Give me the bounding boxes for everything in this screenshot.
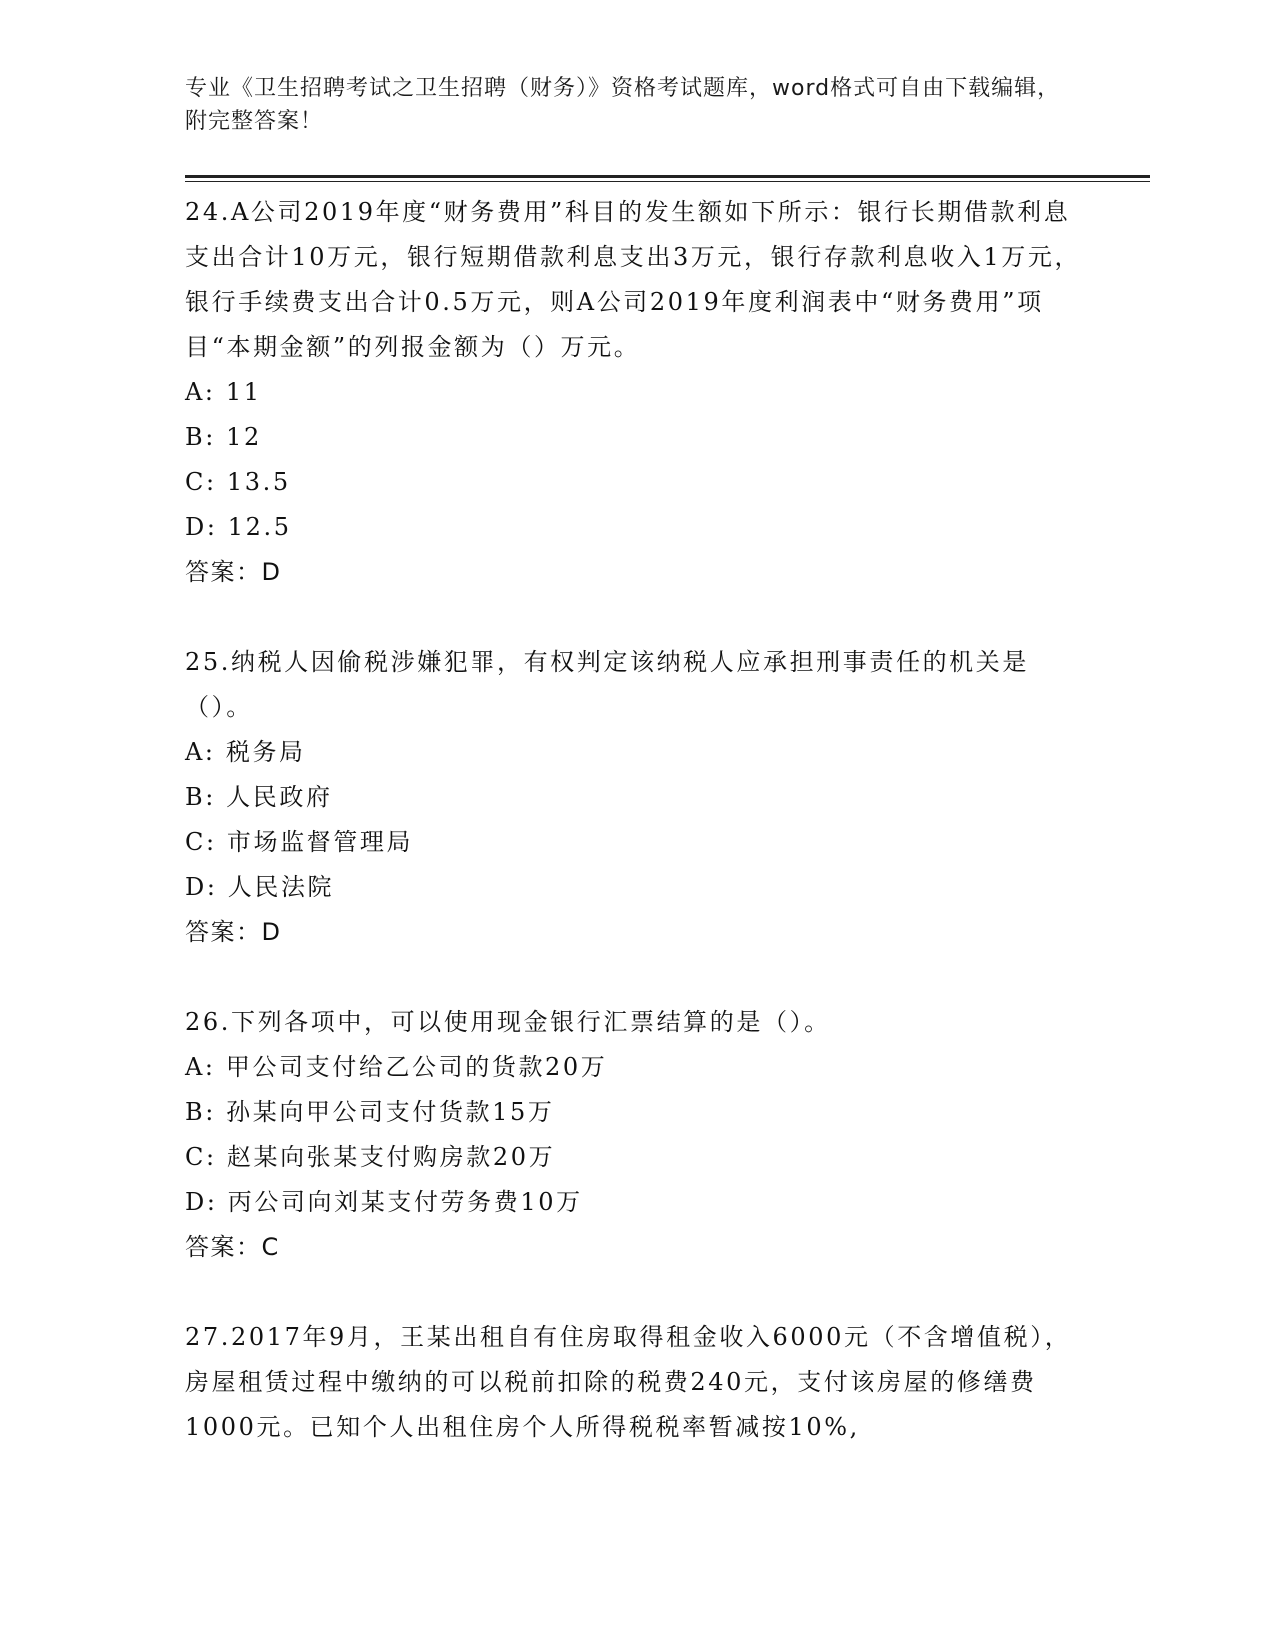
option-c: C: 13.5 bbox=[185, 468, 291, 496]
question-spacer bbox=[185, 595, 1085, 640]
option-c: C: 市场监督管理局 bbox=[185, 828, 414, 856]
document-header: 专业《卫生招聘考试之卫生招聘（财务）》资格考试题库，word格式可自由下载编辑，附完整答案！ bbox=[185, 76, 1061, 134]
question-25 bbox=[185, 640, 1085, 955]
question-27 bbox=[185, 1315, 1085, 1450]
question-stem: 26.下列各项中，可以使用现金银行汇票结算的是（）。 bbox=[185, 1008, 831, 1036]
answer-line: 答案：D bbox=[185, 918, 282, 946]
option-a: A: 税务局 bbox=[185, 738, 306, 766]
question-stem: 24.A公司2019年度“财务费用”科目的发生额如下所示：银行长期借款利息支出合计10万元，银行短期借款利息支出3万元，银行存款利息收入1万元，银行手续费支出合计0.5万元，则A公司2019年度利润表中“财务费用”项目“本期金额”的列报金额为（）万元。 bbox=[185, 198, 1082, 361]
header-divider-thin bbox=[185, 181, 1150, 182]
option-a: A: 11 bbox=[185, 378, 262, 406]
option-a: A: 甲公司支付给乙公司的货款20万 bbox=[185, 1053, 608, 1081]
question-stem: 25.纳税人因偷税涉嫌犯罪，有权判定该纳税人应承担刑事责任的机关是（）。 bbox=[185, 648, 1029, 721]
answer-line: 答案：C bbox=[185, 1233, 280, 1261]
question-spacer bbox=[185, 1270, 1085, 1315]
header-divider-thick bbox=[185, 175, 1150, 178]
option-d: D: 人民法院 bbox=[185, 873, 335, 901]
question-stem: 27.2017年9月，王某出租自有住房取得租金收入6000元（不含增值税），房屋租赁过程中缴纳的可以税前扣除的税费240元，支付该房屋的修缮费1000元。已知个人出租住房个人所得税税率暂减按10%, bbox=[185, 1323, 1072, 1441]
option-b: B: 孙某向甲公司支付货款15万 bbox=[185, 1098, 555, 1126]
option-b: B: 12 bbox=[185, 423, 262, 451]
question-list bbox=[185, 190, 1085, 1450]
question-24 bbox=[185, 190, 1085, 595]
question-spacer bbox=[185, 955, 1085, 1000]
option-b: B: 人民政府 bbox=[185, 783, 333, 811]
option-d: D: 12.5 bbox=[185, 513, 292, 541]
option-d: D: 丙公司向刘某支付劳务费10万 bbox=[185, 1188, 583, 1216]
option-c: C: 赵某向张某支付购房款20万 bbox=[185, 1143, 556, 1171]
answer-line: 答案：D bbox=[185, 558, 282, 586]
question-26 bbox=[185, 1000, 1085, 1270]
